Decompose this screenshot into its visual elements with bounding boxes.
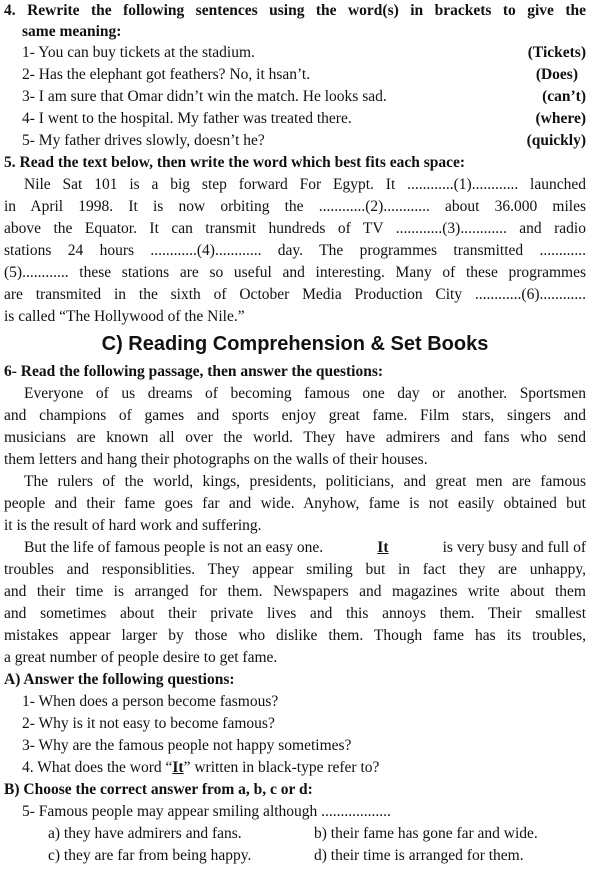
- passage-p3-text-after: is very busy and full of: [442, 539, 586, 556]
- passage-p3-line-1: [24, 537, 586, 559]
- q4-item-text: 4- I went to the hospital. My father was treated there.: [22, 110, 352, 127]
- option-c: c) they are far from being happy.: [48, 847, 252, 864]
- q4-title-line-1: 4. Rewrite the following sentences using the word(s) in brackets to give the: [4, 2, 586, 19]
- passage-keyword: It: [377, 539, 389, 556]
- question-text-after: ” written in black-type refer to?: [183, 759, 380, 776]
- q4-item-hint: (can’t): [542, 88, 586, 105]
- q5-text-line-4: stations 24 hours ............(4)............ day. The programmes transmitted ............: [4, 242, 586, 259]
- part-a-question-4: [22, 757, 586, 779]
- question-keyword: It: [172, 759, 184, 776]
- q4-item-text: 5- My father drives slowly, doesn’t he?: [22, 132, 265, 149]
- q4-item-text: 2- Has the elephant got feathers? No, it hsan’t.: [22, 66, 311, 83]
- passage-p3-text-before: But the life of famous people is not an easy one.: [24, 539, 324, 556]
- passage-p1-line-4: them letters and hang their photographs on the walls of their houses.: [4, 451, 428, 468]
- section-heading: C) Reading Comprehension & Set Books: [101, 333, 489, 355]
- q5-text-line-6: are transmited in the sixth of October Media Production City ............(6)............: [4, 286, 586, 303]
- passage-p3-line-3: and their time is arranged for them. Newspapers and magazines write about them: [4, 583, 586, 600]
- part-a-question-3: 3- Why are the famous people not happy sometimes?: [22, 737, 352, 754]
- part-b-question-5: 5- Famous people may appear smiling although ..................: [22, 803, 391, 820]
- q4-item-1: [22, 42, 586, 64]
- q5-text-line-7: is called “The Hollywood of the Nile.”: [4, 308, 245, 325]
- passage-p1-line-2: and champions of games and sports enjoy great fame. Film stars, singers and: [4, 407, 586, 424]
- q4-item-hint: (Does): [535, 66, 578, 83]
- q5-text-line-5: (5)............ these stations are so useful and interesting. Many of these programmes: [4, 264, 586, 281]
- passage-p3-line-5: mistakes appear larger by those who dislike them. Though fame has its troubles,: [4, 627, 586, 644]
- q4-item-text: 3- I am sure that Omar didn’t win the match. He looks sad.: [22, 88, 387, 105]
- option-b: b) their fame has gone far and wide.: [314, 825, 538, 842]
- q6-title: 6- Read the following passage, then answer the questions:: [4, 363, 384, 380]
- passage-p2-line-1: The rulers of the world, kings, presidents, politicians, and great men are famous: [24, 473, 586, 490]
- q4-item-hint: (Tickets): [527, 44, 586, 61]
- passage-p2-line-2: people and their fame goes far and wide. Anyhow, fame is not easily obtained but: [4, 495, 586, 512]
- q5-text-line-2: in April 1998. It is now orbiting the ............(2)............ about 36.000 miles: [4, 198, 586, 215]
- passage-p3-line-6: a great number of people desire to get fame.: [4, 649, 278, 666]
- q4-item-text: 1- You can buy tickets at the stadium.: [22, 44, 255, 61]
- q4-item-2: [22, 64, 586, 86]
- q4-item-4: [22, 108, 586, 130]
- q5-text-line-1: Nile Sat 101 is a big step forward For Egypt. It ............(1)............ launched: [24, 176, 586, 193]
- part-a-question-1: 1- When does a person become fasmous?: [22, 693, 279, 710]
- passage-p2-line-3: it is the result of hard work and suffering.: [4, 517, 262, 534]
- q4-item-5: [22, 130, 586, 152]
- part-a-question-2: 2- Why is it not easy to become famous?: [22, 715, 275, 732]
- q5-text-line-3: above the Equator. It can transmit hundreds of TV ............(3)............ and radio: [4, 220, 586, 237]
- option-a: a) they have admirers and fans.: [48, 825, 242, 842]
- passage-p3-line-4: and sometimes about their private lives and this annoys them. Their smallest: [4, 605, 586, 622]
- passage-p1-line-3: musicians are known all over the world. They have admirers and fans who send: [4, 429, 586, 446]
- question-text-before: 4. What does the word “: [22, 759, 173, 776]
- option-d: d) their time is arranged for them.: [314, 847, 524, 864]
- q4-item-3: [22, 86, 586, 108]
- q4-title-line-2: same meaning:: [22, 23, 122, 40]
- q5-title: 5. Read the text below, then write the word which best fits each space:: [4, 154, 466, 171]
- part-a-title: A) Answer the following questions:: [4, 671, 235, 688]
- q4-item-hint: (where): [535, 110, 586, 127]
- part-b-title: B) Choose the correct answer from a, b, c or d:: [4, 781, 313, 798]
- passage-p1-line-1: Everyone of us dreams of becoming famous one day or another. Sportsmen: [24, 385, 586, 402]
- q4-item-hint: (quickly): [526, 132, 586, 149]
- passage-p3-line-2: troubles and responsiblities. They appear smiling but in fact they are unhappy,: [4, 561, 586, 578]
